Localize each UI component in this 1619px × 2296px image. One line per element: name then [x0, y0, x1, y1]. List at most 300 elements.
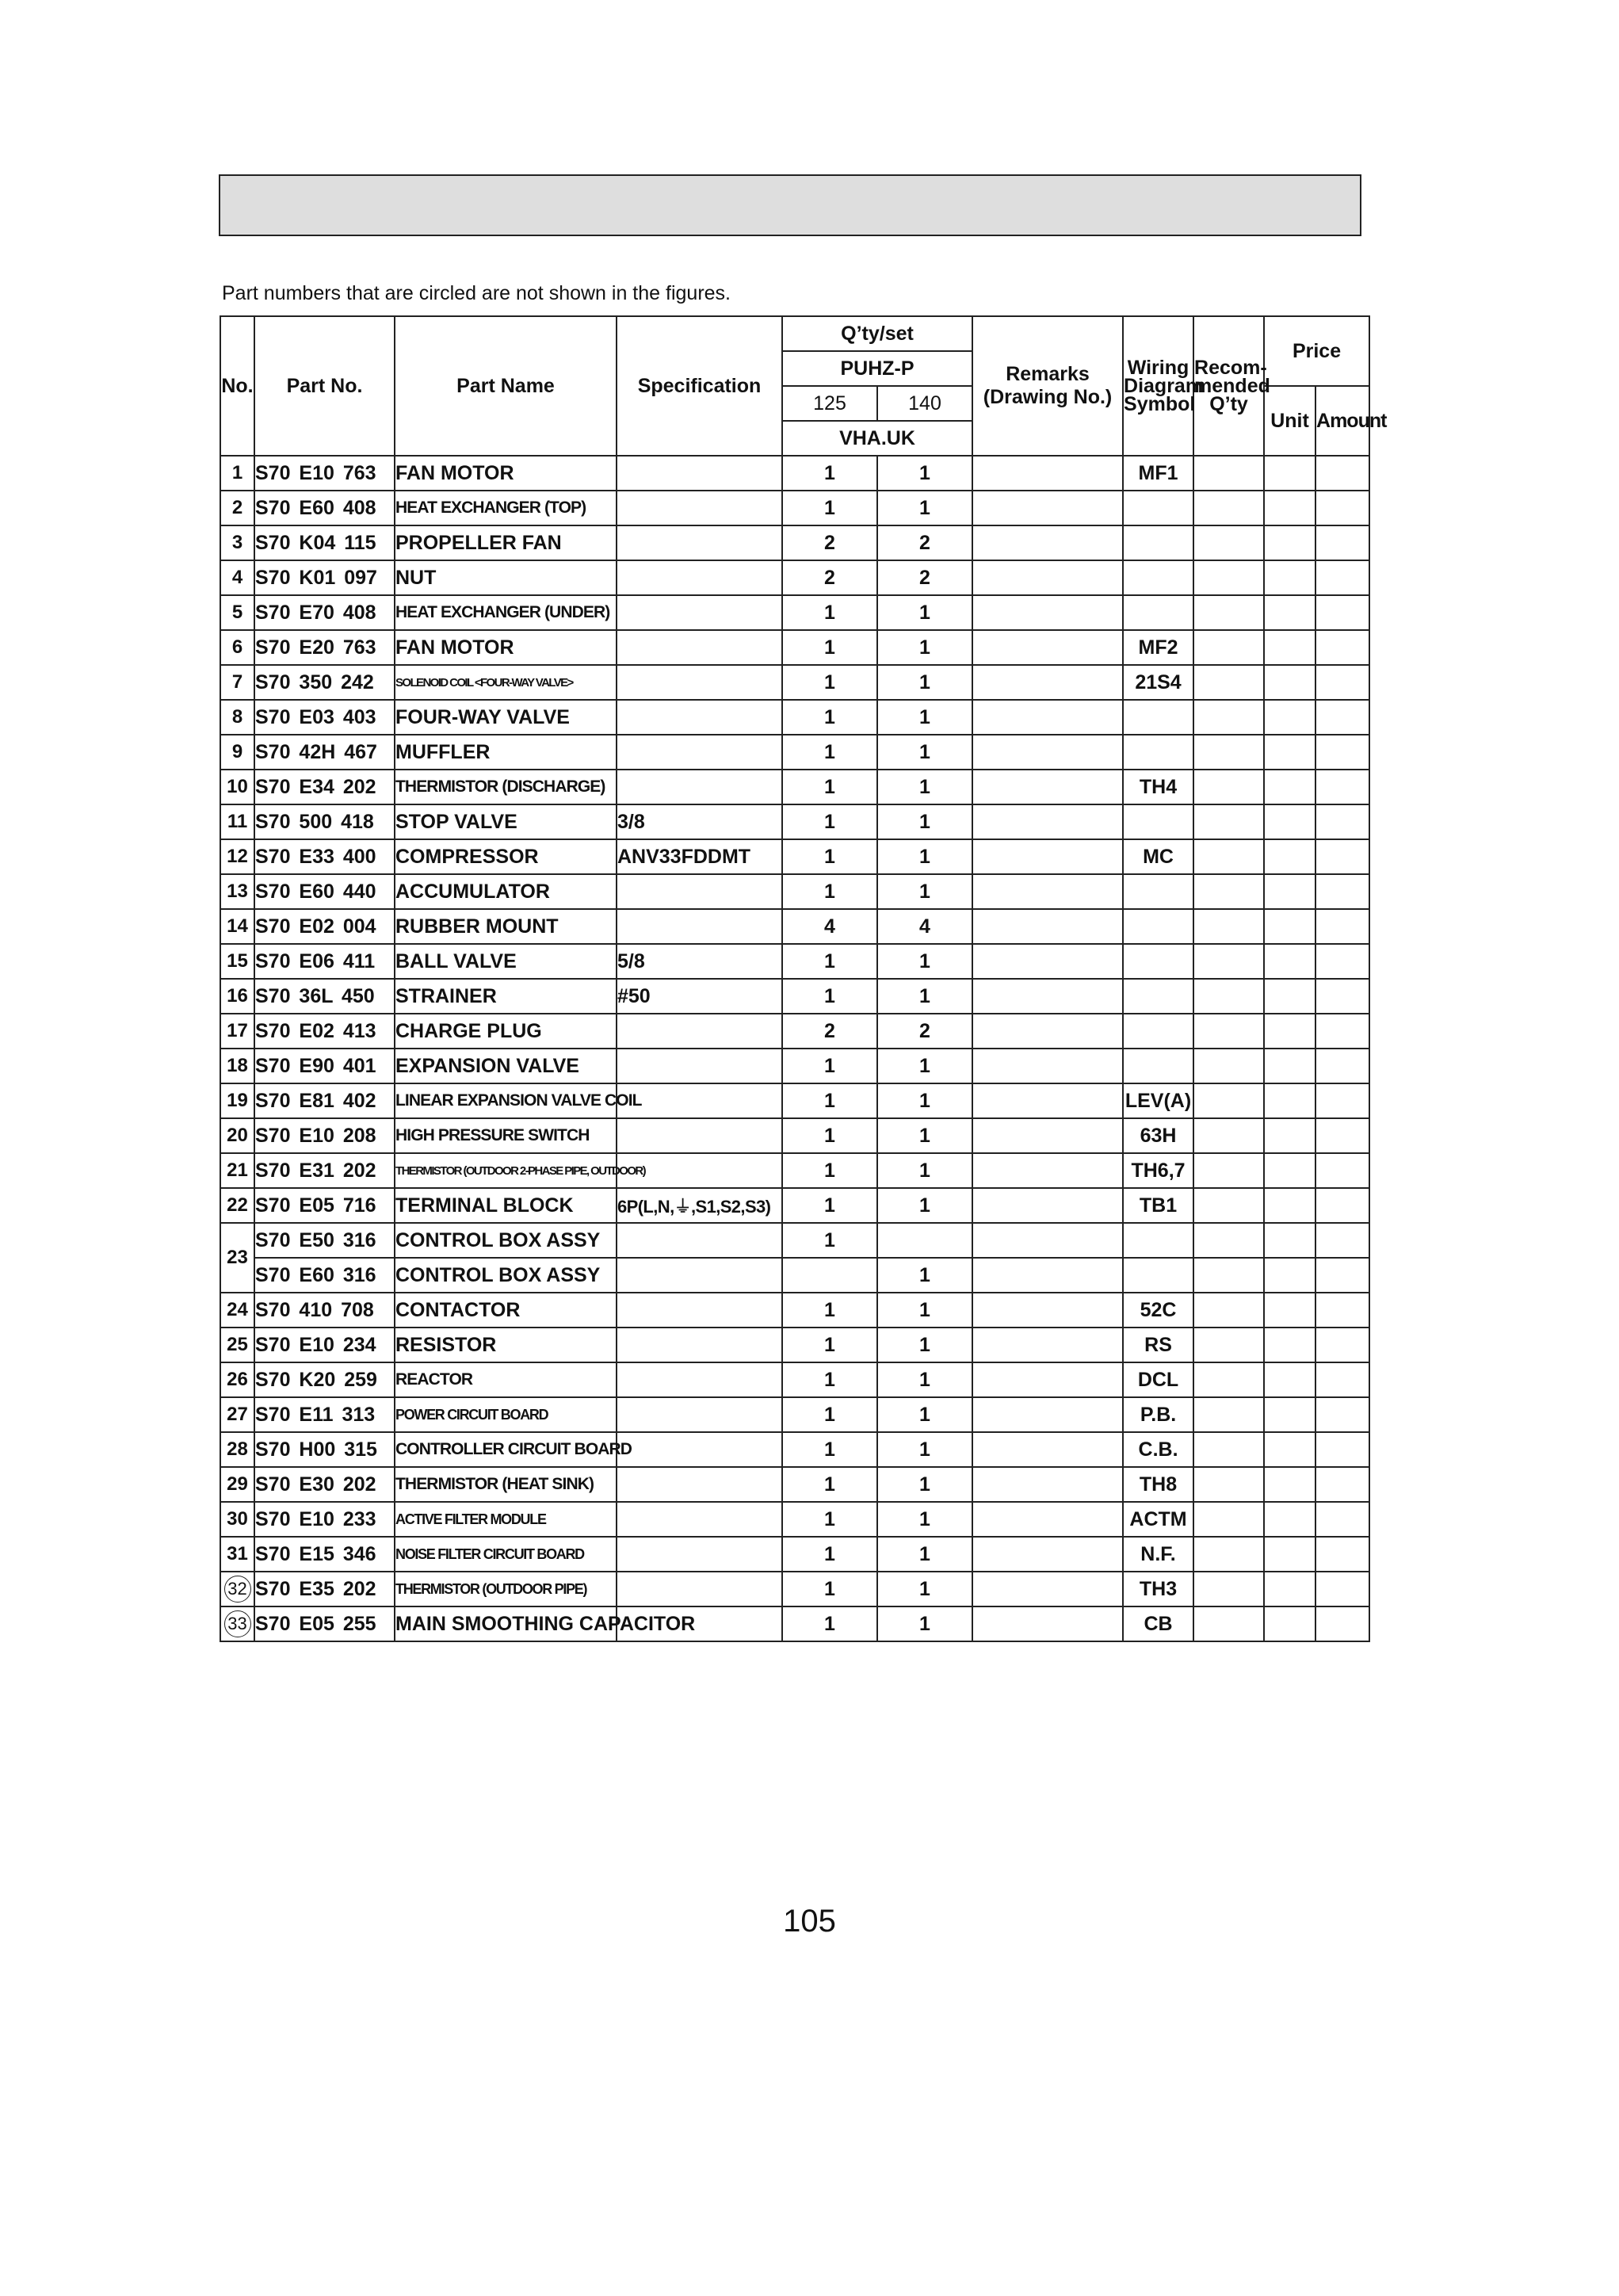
- recommended-qty: [1193, 1293, 1264, 1328]
- wiring-symbol: [1123, 1014, 1193, 1049]
- part-name: STRAINER: [395, 979, 617, 1014]
- price-unit: [1264, 560, 1315, 595]
- recommended-qty: [1193, 1014, 1264, 1049]
- qty-125: 1: [782, 874, 877, 909]
- specification: [617, 560, 782, 595]
- recommended-qty: [1193, 839, 1264, 874]
- part-number: S70 E60 440: [254, 874, 395, 909]
- row-number: 24: [220, 1293, 254, 1328]
- recommended-qty: [1193, 560, 1264, 595]
- price-unit: [1264, 874, 1315, 909]
- price-amount: [1315, 1467, 1369, 1502]
- recommended-qty: [1193, 1502, 1264, 1537]
- recommended-qty: [1193, 1223, 1264, 1258]
- wiring-symbol: C.B.: [1123, 1432, 1193, 1467]
- price-amount: [1315, 456, 1369, 491]
- specification: [617, 1293, 782, 1328]
- price-amount: [1315, 1537, 1369, 1572]
- qty-140: 1: [877, 804, 972, 839]
- part-name: SOLENOID COIL <FOUR-WAY VALVE>: [395, 665, 617, 700]
- table-row: [220, 1572, 1369, 1606]
- part-name: NOISE FILTER CIRCUIT BOARD: [395, 1537, 617, 1572]
- part-name: CONTROL BOX ASSY: [395, 1258, 617, 1293]
- part-name: THERMISTOR (HEAT SINK): [395, 1467, 617, 1502]
- table-row: [220, 456, 1369, 491]
- wiring-symbol: [1123, 1223, 1193, 1258]
- part-number: S70 E81 402: [254, 1083, 395, 1118]
- price-amount: [1315, 1118, 1369, 1153]
- part-number: S70 E11 313: [254, 1397, 395, 1432]
- recommended-qty: [1193, 979, 1264, 1014]
- table-row: [220, 1502, 1369, 1537]
- price-amount: [1315, 1606, 1369, 1641]
- parts-table: [220, 315, 1387, 1642]
- price-amount: [1315, 1432, 1369, 1467]
- remarks: [972, 1606, 1123, 1641]
- price-unit: [1264, 595, 1315, 630]
- price-amount: [1315, 1293, 1369, 1328]
- price-unit: [1264, 1188, 1315, 1223]
- price-unit: [1264, 979, 1315, 1014]
- remarks: [972, 525, 1123, 560]
- specification: [617, 665, 782, 700]
- qty-140: 1: [877, 770, 972, 804]
- price-unit: [1264, 944, 1315, 979]
- part-name: NUT: [395, 560, 617, 595]
- wiring-symbol: [1123, 560, 1193, 595]
- price-unit: [1264, 1537, 1315, 1572]
- row-number: 10: [220, 770, 254, 804]
- part-number: S70 E35 202: [254, 1572, 395, 1606]
- recommended-qty: [1193, 1362, 1264, 1397]
- qty-140: 1: [877, 1083, 972, 1118]
- wiring-symbol: ACTM: [1123, 1502, 1193, 1537]
- qty-125: 2: [782, 560, 877, 595]
- qty-140: 1: [877, 839, 972, 874]
- header-variant: VHA.UK: [782, 421, 972, 456]
- header-qty-set: Q’ty/set: [782, 316, 972, 351]
- price-amount: [1315, 944, 1369, 979]
- qty-125: 1: [782, 804, 877, 839]
- part-number: S70 E20 763: [254, 630, 395, 665]
- part-number: S70 E31 202: [254, 1153, 395, 1188]
- part-name: FAN MOTOR: [395, 456, 617, 491]
- header-part-no: Part No.: [254, 316, 395, 456]
- table-row: [220, 1328, 1369, 1362]
- table-row: [220, 1049, 1369, 1083]
- row-number: 1: [220, 456, 254, 491]
- part-name: MAIN SMOOTHING CAPACITOR: [395, 1606, 617, 1641]
- qty-140: 1: [877, 874, 972, 909]
- wiring-symbol: N.F.: [1123, 1537, 1193, 1572]
- row-number: 15: [220, 944, 254, 979]
- part-number: S70 E90 401: [254, 1049, 395, 1083]
- header-price: Price: [1264, 316, 1369, 386]
- qty-140: 1: [877, 1118, 972, 1153]
- qty-125: 1: [782, 1467, 877, 1502]
- table-row: [220, 1014, 1369, 1049]
- table-row: [220, 525, 1369, 560]
- parts-table-body: [220, 456, 1369, 1641]
- remarks: [972, 770, 1123, 804]
- part-number: S70 E05 255: [254, 1606, 395, 1641]
- price-amount: [1315, 1258, 1369, 1293]
- price-unit: [1264, 1014, 1315, 1049]
- header-recommended-qty: [1193, 316, 1270, 456]
- wiring-symbol: MF2: [1123, 630, 1193, 665]
- specification: 3/8: [617, 804, 782, 839]
- header-part-name: Part Name: [395, 316, 617, 456]
- recommended-qty: [1193, 1606, 1264, 1641]
- qty-140: 1: [877, 979, 972, 1014]
- part-name: PROPELLER FAN: [395, 525, 617, 560]
- price-amount: [1315, 735, 1369, 770]
- specification: [617, 1118, 782, 1153]
- qty-140: 1: [877, 1362, 972, 1397]
- recommended-qty: [1193, 525, 1264, 560]
- circled-parts-note: Part numbers that are circled are not shown in the figures.: [222, 282, 731, 304]
- specification: [617, 1502, 782, 1537]
- price-unit: [1264, 1049, 1315, 1083]
- price-unit: [1264, 1572, 1315, 1606]
- row-number: 9: [220, 735, 254, 770]
- wiring-symbol: [1123, 491, 1193, 525]
- part-number: S70 E50 316: [254, 1223, 395, 1258]
- part-name: FOUR-WAY VALVE: [395, 700, 617, 735]
- wiring-symbol: LEV(A): [1123, 1083, 1193, 1118]
- wiring-symbol: [1123, 700, 1193, 735]
- specification: [617, 1014, 782, 1049]
- wiring-symbol: MF1: [1123, 456, 1193, 491]
- wiring-symbol: TB1: [1123, 1188, 1193, 1223]
- price-unit: [1264, 1293, 1315, 1328]
- wiring-symbol: 52C: [1123, 1293, 1193, 1328]
- row-number: [220, 1572, 254, 1606]
- row-number: 19: [220, 1083, 254, 1118]
- part-name: FAN MOTOR: [395, 630, 617, 665]
- remarks: [972, 491, 1123, 525]
- price-amount: [1315, 1328, 1369, 1362]
- qty-125: 1: [782, 1502, 877, 1537]
- price-unit: [1264, 1153, 1315, 1188]
- table-row: [220, 665, 1369, 700]
- recommended-qty: [1193, 456, 1264, 491]
- circled-row-number: 32: [224, 1576, 251, 1603]
- qty-125: 1: [782, 979, 877, 1014]
- row-number: 25: [220, 1328, 254, 1362]
- qty-140: 1: [877, 1153, 972, 1188]
- specification: [617, 735, 782, 770]
- part-number: S70 E33 400: [254, 839, 395, 874]
- recommended-qty: [1193, 944, 1264, 979]
- qty-140: 1: [877, 700, 972, 735]
- part-name: THERMISTOR (DISCHARGE): [395, 770, 617, 804]
- table-row: [220, 560, 1369, 595]
- specification: 5/8: [617, 944, 782, 979]
- price-unit: [1264, 1258, 1315, 1293]
- qty-125: 1: [782, 630, 877, 665]
- remarks: [972, 1083, 1123, 1118]
- price-unit: [1264, 770, 1315, 804]
- qty-125: 1: [782, 1537, 877, 1572]
- wiring-symbol: [1123, 874, 1193, 909]
- recommended-qty: [1193, 1153, 1264, 1188]
- row-number: 27: [220, 1397, 254, 1432]
- specification: [617, 595, 782, 630]
- table-row: [220, 909, 1369, 944]
- price-unit: [1264, 909, 1315, 944]
- price-unit: [1264, 456, 1315, 491]
- header-remarks: [972, 316, 1123, 456]
- wiring-symbol: TH4: [1123, 770, 1193, 804]
- price-unit: [1264, 1083, 1315, 1118]
- part-number: S70 K01 097: [254, 560, 395, 595]
- recommended-qty: [1193, 735, 1264, 770]
- remarks: [972, 665, 1123, 700]
- wiring-symbol: [1123, 735, 1193, 770]
- row-number: 13: [220, 874, 254, 909]
- remarks: [972, 1014, 1123, 1049]
- remarks: [972, 1397, 1123, 1432]
- remarks: [972, 1188, 1123, 1223]
- qty-125: 1: [782, 456, 877, 491]
- qty-140: 2: [877, 560, 972, 595]
- header-wiring-symbol: [1123, 316, 1204, 456]
- remarks: [972, 595, 1123, 630]
- price-unit: [1264, 1606, 1315, 1641]
- part-name: REACTOR: [395, 1362, 617, 1397]
- specification: #50: [617, 979, 782, 1014]
- qty-125: 1: [782, 1606, 877, 1641]
- qty-140: 1: [877, 491, 972, 525]
- part-number: S70 E02 004: [254, 909, 395, 944]
- specification: 6P(L,N,⏚,S1,S2,S3): [617, 1188, 782, 1223]
- table-row: [220, 770, 1369, 804]
- recommended-qty: [1193, 770, 1264, 804]
- remarks: [972, 560, 1123, 595]
- price-amount: [1315, 525, 1369, 560]
- price-amount: [1315, 1049, 1369, 1083]
- part-number: S70 K20 259: [254, 1362, 395, 1397]
- row-number: 23: [220, 1223, 254, 1293]
- qty-125: 1: [782, 770, 877, 804]
- specification: [617, 1537, 782, 1572]
- qty-125: 1: [782, 665, 877, 700]
- recommended-qty: [1193, 1328, 1264, 1362]
- price-amount: [1315, 1083, 1369, 1118]
- qty-125: 1: [782, 944, 877, 979]
- remarks: [972, 1258, 1123, 1293]
- qty-140: 1: [877, 665, 972, 700]
- part-name: TERMINAL BLOCK: [395, 1188, 617, 1223]
- part-name: RESISTOR: [395, 1328, 617, 1362]
- part-number: S70 E05 716: [254, 1188, 395, 1223]
- specification: [617, 1467, 782, 1502]
- qty-125: 1: [782, 1153, 877, 1188]
- remarks: [972, 1502, 1123, 1537]
- part-number: S70 42H 467: [254, 735, 395, 770]
- qty-140: 4: [877, 909, 972, 944]
- header-wiring-line2: Diagram: [1124, 374, 1204, 397]
- table-row: [220, 1153, 1369, 1188]
- row-number: 17: [220, 1014, 254, 1049]
- circled-row-number: 33: [224, 1610, 251, 1637]
- part-number: S70 E15 346: [254, 1537, 395, 1572]
- qty-125: 1: [782, 491, 877, 525]
- part-number: S70 E10 208: [254, 1118, 395, 1153]
- price-unit: [1264, 700, 1315, 735]
- table-row: [220, 1362, 1369, 1397]
- remarks: [972, 735, 1123, 770]
- recommended-qty: [1193, 1572, 1264, 1606]
- part-number: S70 350 242: [254, 665, 395, 700]
- row-number: 31: [220, 1537, 254, 1572]
- part-number: S70 E34 202: [254, 770, 395, 804]
- part-name: POWER CIRCUIT BOARD: [395, 1397, 617, 1432]
- price-unit: [1264, 630, 1315, 665]
- part-name: ACCUMULATOR: [395, 874, 617, 909]
- remarks: [972, 944, 1123, 979]
- price-amount: [1315, 874, 1369, 909]
- wiring-symbol: [1123, 1049, 1193, 1083]
- row-number: 6: [220, 630, 254, 665]
- qty-140: 1: [877, 630, 972, 665]
- remarks: [972, 804, 1123, 839]
- price-amount: [1315, 700, 1369, 735]
- recommended-qty: [1193, 1188, 1264, 1223]
- qty-140: [877, 1223, 972, 1258]
- price-unit: [1264, 665, 1315, 700]
- remarks: [972, 630, 1123, 665]
- price-amount: [1315, 1397, 1369, 1432]
- part-name: CONTACTOR: [395, 1293, 617, 1328]
- remarks: [972, 456, 1123, 491]
- specification: [617, 456, 782, 491]
- wiring-symbol: TH3: [1123, 1572, 1193, 1606]
- remarks: [972, 909, 1123, 944]
- price-unit: [1264, 1118, 1315, 1153]
- remarks: [972, 1432, 1123, 1467]
- row-number: 8: [220, 700, 254, 735]
- specification: [617, 1432, 782, 1467]
- recommended-qty: [1193, 630, 1264, 665]
- remarks: [972, 1467, 1123, 1502]
- specification: [617, 1572, 782, 1606]
- header-recom-line2: mended: [1194, 374, 1270, 397]
- specification: [617, 1362, 782, 1397]
- part-number: S70 K04 115: [254, 525, 395, 560]
- table-row: [220, 979, 1369, 1014]
- part-number: S70 E70 408: [254, 595, 395, 630]
- header-amount: Amount: [1315, 386, 1369, 456]
- price-unit: [1264, 1328, 1315, 1362]
- qty-140: 2: [877, 525, 972, 560]
- price-amount: [1315, 1362, 1369, 1397]
- table-row: [220, 1258, 1369, 1293]
- price-amount: [1315, 630, 1369, 665]
- qty-125: 1: [782, 1188, 877, 1223]
- part-name: COMPRESSOR: [395, 839, 617, 874]
- price-amount: [1315, 560, 1369, 595]
- qty-140: 1: [877, 595, 972, 630]
- part-name: MUFFLER: [395, 735, 617, 770]
- remarks: [972, 1049, 1123, 1083]
- row-number: 18: [220, 1049, 254, 1083]
- qty-140: 1: [877, 1188, 972, 1223]
- part-name: HEAT EXCHANGER (UNDER): [395, 595, 617, 630]
- table-row: [220, 1397, 1369, 1432]
- wiring-symbol: TH6,7: [1123, 1153, 1193, 1188]
- row-number: 26: [220, 1362, 254, 1397]
- part-name: RUBBER MOUNT: [395, 909, 617, 944]
- wiring-symbol: MC: [1123, 839, 1193, 874]
- header-drawing-no: (Drawing No.): [983, 386, 1113, 408]
- qty-125: 1: [782, 1328, 877, 1362]
- qty-140: 1: [877, 1572, 972, 1606]
- qty-125: 1: [782, 1118, 877, 1153]
- qty-140: 1: [877, 944, 972, 979]
- recommended-qty: [1193, 1049, 1264, 1083]
- page-number: 105: [783, 1904, 836, 1939]
- price-amount: [1315, 1188, 1369, 1223]
- recommended-qty: [1193, 1258, 1264, 1293]
- qty-140: 1: [877, 1293, 972, 1328]
- table-row: [220, 700, 1369, 735]
- row-number: 21: [220, 1153, 254, 1188]
- price-amount: [1315, 1014, 1369, 1049]
- price-unit: [1264, 1397, 1315, 1432]
- row-number: 4: [220, 560, 254, 595]
- part-number: S70 E60 408: [254, 491, 395, 525]
- qty-125: 1: [782, 839, 877, 874]
- specification: [617, 1328, 782, 1362]
- part-name: HIGH PRESSURE SWITCH: [395, 1118, 617, 1153]
- price-amount: [1315, 1502, 1369, 1537]
- row-number: 2: [220, 491, 254, 525]
- part-number: S70 410 708: [254, 1293, 395, 1328]
- title-bar: [219, 174, 1361, 236]
- table-row: [220, 491, 1369, 525]
- wiring-symbol: 21S4: [1123, 665, 1193, 700]
- specification: [617, 1049, 782, 1083]
- table-row: [220, 944, 1369, 979]
- wiring-symbol: [1123, 804, 1193, 839]
- part-number: S70 E10 233: [254, 1502, 395, 1537]
- part-number: S70 500 418: [254, 804, 395, 839]
- price-amount: [1315, 491, 1369, 525]
- specification: [617, 770, 782, 804]
- table-row: [220, 1188, 1369, 1223]
- part-name: STOP VALVE: [395, 804, 617, 839]
- wiring-symbol: [1123, 525, 1193, 560]
- price-unit: [1264, 1502, 1315, 1537]
- part-number: S70 E06 411: [254, 944, 395, 979]
- qty-125: 4: [782, 909, 877, 944]
- price-amount: [1315, 595, 1369, 630]
- part-name: CONTROL BOX ASSY: [395, 1223, 617, 1258]
- price-unit: [1264, 1467, 1315, 1502]
- table-row: [220, 1606, 1369, 1641]
- recommended-qty: [1193, 595, 1264, 630]
- table-row: [220, 1223, 1369, 1258]
- part-number: S70 E10 763: [254, 456, 395, 491]
- price-unit: [1264, 1223, 1315, 1258]
- table-row: [220, 1432, 1369, 1467]
- part-name: HEAT EXCHANGER (TOP): [395, 491, 617, 525]
- price-amount: [1315, 839, 1369, 874]
- row-number: 30: [220, 1502, 254, 1537]
- wiring-symbol: P.B.: [1123, 1397, 1193, 1432]
